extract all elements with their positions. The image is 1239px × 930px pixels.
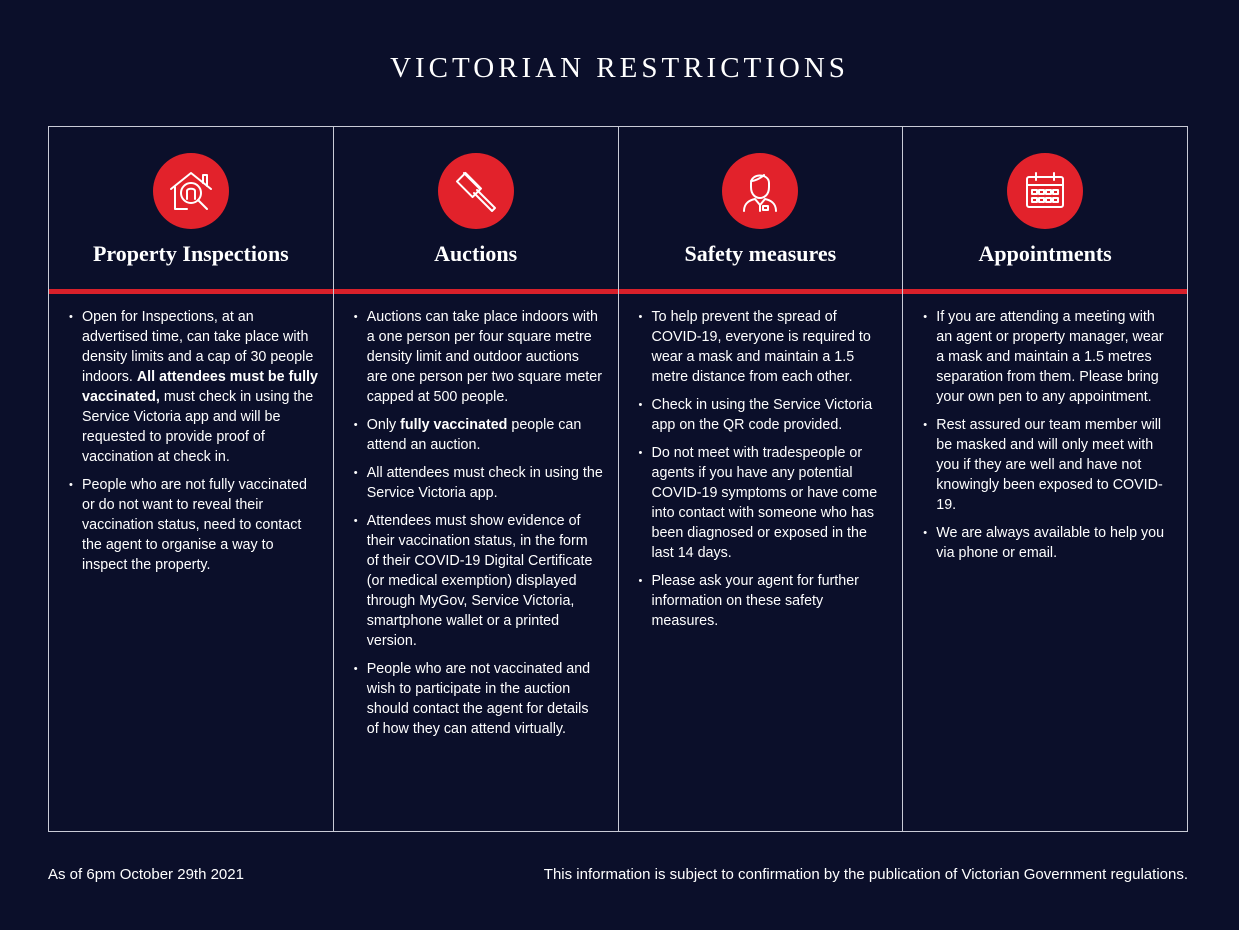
text-run: Do not meet with tradespeople or agents if you have any potential COVID-19 symptoms or have come into contact with someone who has been diagnosed or exposed in the last 14 days. bbox=[651, 445, 878, 561]
text-run: Rest assured our team member will be masked and will only meet with you if they are well and have not knowingly been exposed to COVID-19. bbox=[936, 417, 1163, 513]
text-run: Open for Inspections, at an advertised time, can take place with density limits and a cap of 30 people indoors. bbox=[82, 309, 314, 385]
list-item bbox=[923, 523, 1173, 563]
bold-text: fully vaccinated bbox=[400, 417, 508, 433]
column-auctions bbox=[333, 127, 618, 831]
column-heading: Safety measures bbox=[684, 241, 837, 266]
list-item bbox=[639, 395, 889, 435]
column-appointments bbox=[902, 127, 1187, 831]
list-item bbox=[923, 307, 1173, 407]
columns bbox=[49, 127, 1187, 831]
list-item bbox=[639, 571, 889, 631]
list-item bbox=[354, 415, 604, 455]
text-run: Please ask your agent for further information on these safety measures. bbox=[651, 573, 859, 629]
restrictions-panel bbox=[48, 126, 1188, 832]
bullet-list bbox=[69, 307, 319, 583]
text-run: Check in using the Service Victoria app on the QR code provided. bbox=[651, 397, 873, 433]
text-run: Auctions can take place indoors with a one person per four square metre density limit and outdoor auctions are one person per two square meter capped at 500 people. bbox=[366, 309, 602, 405]
list-item bbox=[69, 475, 319, 575]
list-item bbox=[639, 307, 889, 387]
column-heading: Property Inspections bbox=[92, 241, 289, 266]
text-run: If you are attending a meeting with an agent or property manager, wear a mask and maintain a 1.5 metres separation from them. Please bring your own pen to any appointment. bbox=[936, 309, 1164, 405]
list-item bbox=[354, 463, 604, 503]
column-safety-measures bbox=[618, 127, 903, 831]
text-run: We are always available to help you via phone or email. bbox=[936, 525, 1165, 561]
bullet-list bbox=[639, 307, 889, 639]
house-magnifier-icon bbox=[153, 153, 229, 229]
list-item bbox=[69, 307, 319, 467]
page-title: VICTORIAN RESTRICTIONS bbox=[390, 52, 849, 84]
bullet-list bbox=[354, 307, 604, 747]
text-run: Attendees must show evidence of their vaccination status, in the form of their COVID-19 Digital Certificate (or medical exemption) displayed through MyGov, Service Victoria, smartphone wallet or a printed version. bbox=[366, 513, 593, 649]
column-heading: Appointments bbox=[978, 241, 1112, 266]
date-note: As of 6pm October 29th 2021 bbox=[48, 866, 244, 883]
text-run: People who are not fully vaccinated or do not want to reveal their vaccination status, need to contact the agent to organise a way to inspect the property. bbox=[82, 477, 307, 573]
text-run: people can attend an auction. bbox=[366, 417, 582, 453]
text-run: must check in using the Service Victoria app and will be requested to provide proof of vaccination at check in. bbox=[82, 389, 314, 465]
bullet-list bbox=[923, 307, 1173, 571]
bold-text: All attendees must be fully vaccinated, bbox=[82, 369, 318, 405]
text-run: To help prevent the spread of COVID-19, everyone is required to wear a mask and maintain a 1.5 metre distance from each other. bbox=[651, 309, 871, 385]
gavel-icon bbox=[438, 153, 514, 229]
list-item bbox=[354, 307, 604, 407]
list-item bbox=[639, 443, 889, 563]
text-run: All attendees must check in using the Service Victoria app. bbox=[366, 465, 603, 501]
column-property-inspections bbox=[49, 127, 333, 831]
agent-person-icon bbox=[722, 153, 798, 229]
column-heading: Auctions bbox=[434, 241, 518, 266]
list-item bbox=[923, 415, 1173, 515]
calendar-icon bbox=[1007, 153, 1083, 229]
text-run: People who are not vaccinated and wish to participate in the auction should contact the agent for details of how they can attend virtually. bbox=[366, 661, 591, 737]
disclaimer: This information is subject to confirmation by the publication of Victorian Government regulations. bbox=[543, 866, 1188, 883]
list-item bbox=[354, 511, 604, 651]
text-run: Only bbox=[366, 417, 401, 433]
list-item bbox=[354, 659, 604, 739]
